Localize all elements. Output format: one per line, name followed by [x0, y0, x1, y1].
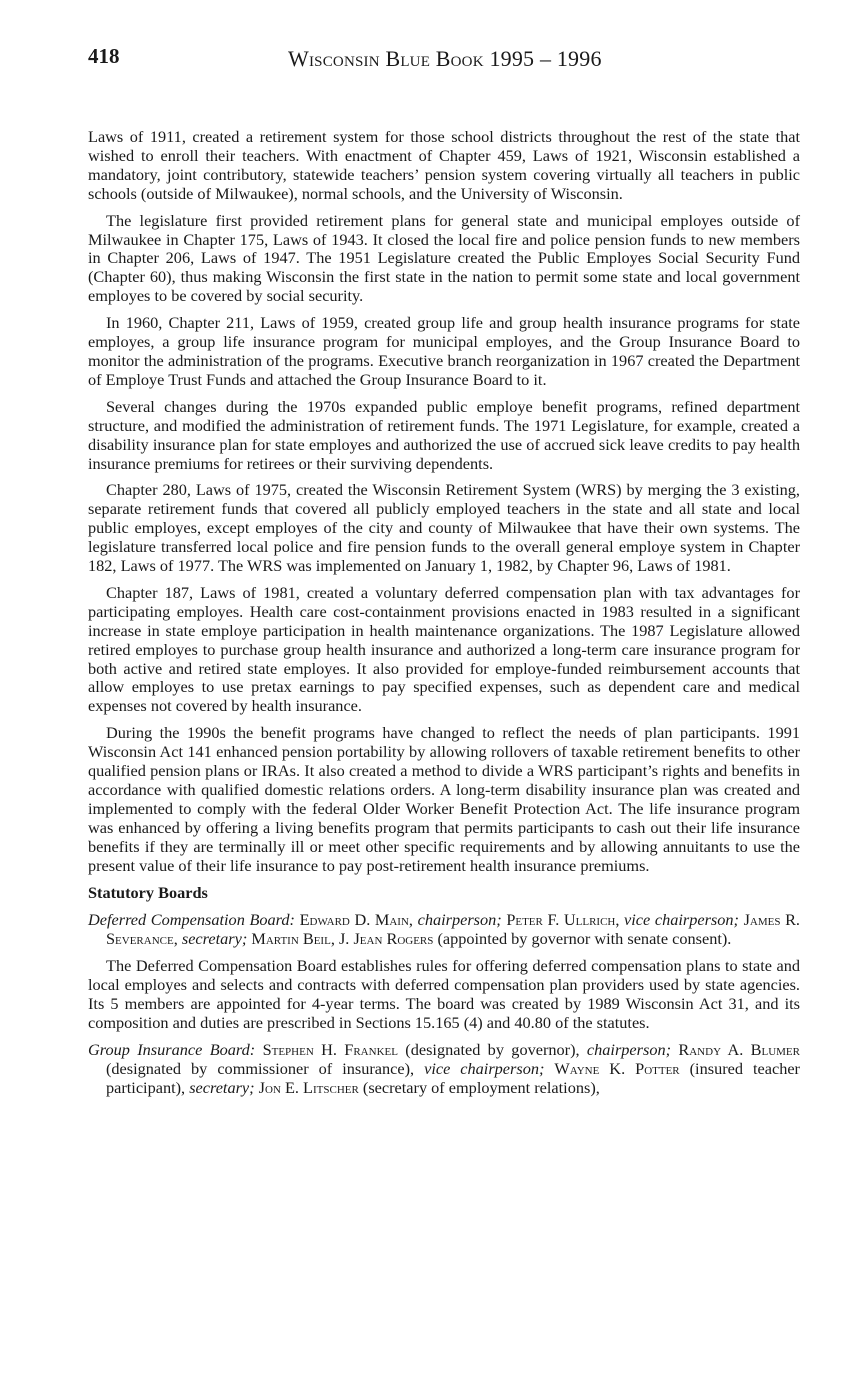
deferred-compensation-board-entry	[88, 911, 800, 949]
paragraph: In 1960, Chapter 211, Laws of 1959, created group life and group health insurance programs for state employes, a group life insurance program for municipal employes, and the Group Insurance Board to monitor the administration of the programs. Executive branch reorganization in 1967 created the Department of Employe Trust Funds and attached the Group Insurance Board to it.	[88, 313, 800, 389]
member-role: vice chairperson;	[624, 910, 739, 930]
member-name: Randy A. Blumer	[678, 1039, 800, 1059]
page-number: 418	[88, 44, 120, 68]
member-role: secretary;	[189, 1077, 255, 1097]
paragraph: Several changes during the 1970s expanded public employe benefit programs, refined department structure, and modified the administration of retirement funds. The 1971 Legislature, for example, created a disability insurance plan for state employes and authorized the use of accrued sick leave credits to pay health insurance premiums for retirees or their surviving dependents.	[88, 396, 800, 473]
paragraph: Laws of 1911, created a retirement system for those school districts throughout the rest of the state that wished to enroll their teachers. With enactment of Chapter 459, Laws of 1921, Wisconsin established a mandatory, joint contributory, statewide teachers’ pension system covering virtually all teachers in public schools (outside of Milwaukee), normal schools, and the University of Wisconsin.	[88, 127, 800, 203]
paragraph: The legislature first provided retirement plans for general state and municipal employes outside of Milwaukee in Chapter 175, Laws of 1943. It closed the local fire and police pension funds to new members in Chapter 206, Laws of 1947. The 1951 Legislature created the Public Employes Social Security Fund (Chapter 60), thus making Wisconsin the first state in the nation to permit some state and local government employes to be covered by social security.	[88, 210, 800, 306]
paragraph: During the 1990s the benefit programs have changed to reflect the needs of plan participants. 1991 Wisconsin Act 141 enhanced pension portability by allowing rollovers of taxable retirement benefits to other qualified pension plans or IRAs. It also created a method to divide a WRS participant’s rights and benefits in accordance with qualified domestic relations orders. A long-term disability insurance plan was created and implemented to comply with the federal Older Worker Benefit Protection Act. The life insurance program was enhanced by offering a living benefits program that permits participants to cash out their life insurance benefits if they are terminally ill or meet other specific requirements and by allowing annuitants to use the present value of their life insurance to pay post-retirement health insurance premiums.	[88, 723, 800, 875]
member-name: Stephen H. Frankel	[262, 1039, 398, 1059]
member-name: Wayne K. Potter	[554, 1058, 680, 1078]
board-description: The Deferred Compensation Board establishes rules for offering deferred compensation plans to state and local employes and selects and contracts with deferred compensation plan providers used by state agencies. Its 5 members are appointed for 4-year terms. The board was created by 1989 Wisconsin Act 31, and its composition and duties are prescribed in Sections 15.165 (4) and 40.80 of the statutes.	[88, 956, 800, 1032]
member-name: Martin Beil,	[251, 929, 335, 949]
member-role: chairperson;	[586, 1039, 672, 1059]
page-header	[88, 44, 801, 78]
running-title: Wisconsin Blue Book 1995 – 1996	[288, 46, 602, 71]
group-insurance-board-entry	[88, 1041, 800, 1098]
paragraph: Chapter 187, Laws of 1981, created a voluntary deferred compensation plan with tax advantages for participating employes. Health care cost-containment provisions enacted in 1983 resulted in a significant increase in state employe participation in health maintenance organizations. The 1987 Legislature allowed retired employes to purchase group health insurance and authorized a long-term care insurance program for both active and retired state employes. It also provided for employe-funded reimbursement accounts that allow employes to use pretax earnings to pay specified expenses, such as dependent care and medical expenses not covered by health insurance.	[88, 582, 800, 716]
section-heading: Statutory Boards	[88, 882, 208, 902]
member-name: Edward D. Main,	[299, 910, 413, 930]
member-role: chairperson;	[417, 910, 502, 930]
member-name: Peter F. Ullrich,	[506, 910, 620, 930]
member-role: secretary;	[181, 929, 248, 949]
member-note: (insured teacher participant),	[106, 1058, 800, 1097]
body-text	[88, 128, 800, 1106]
member-note: (secretary of employment relations),	[362, 1077, 600, 1097]
board-label: Group Insurance Board:	[88, 1039, 256, 1059]
member-name: J. Jean Rogers	[338, 929, 434, 949]
paragraph: Chapter 280, Laws of 1975, created the Wisconsin Retirement System (WRS) by merging the 3 existing, separate retirement funds that covered all publicly employed teachers in the state and all state and local public employes, except employes of the city and county of Milwaukee that have their own systems. The legislature transferred local police and fire pension funds to the overall general employe system in Chapter 182, Laws of 1977. The WRS was implemented on January 1, 1982, by Chapter 96, Laws of 1981.	[88, 480, 800, 576]
member-name: Jon E. Litscher	[258, 1077, 359, 1097]
member-note: (designated by governor),	[405, 1039, 580, 1059]
member-name: James R. Severance,	[106, 910, 801, 949]
appointment-note: (appointed by governor with senate consent).	[437, 929, 732, 949]
board-label: Deferred Compensation Board:	[88, 910, 295, 930]
member-role: vice chairperson;	[424, 1058, 545, 1078]
member-note: (designated by commissioner of insurance),	[106, 1058, 415, 1078]
